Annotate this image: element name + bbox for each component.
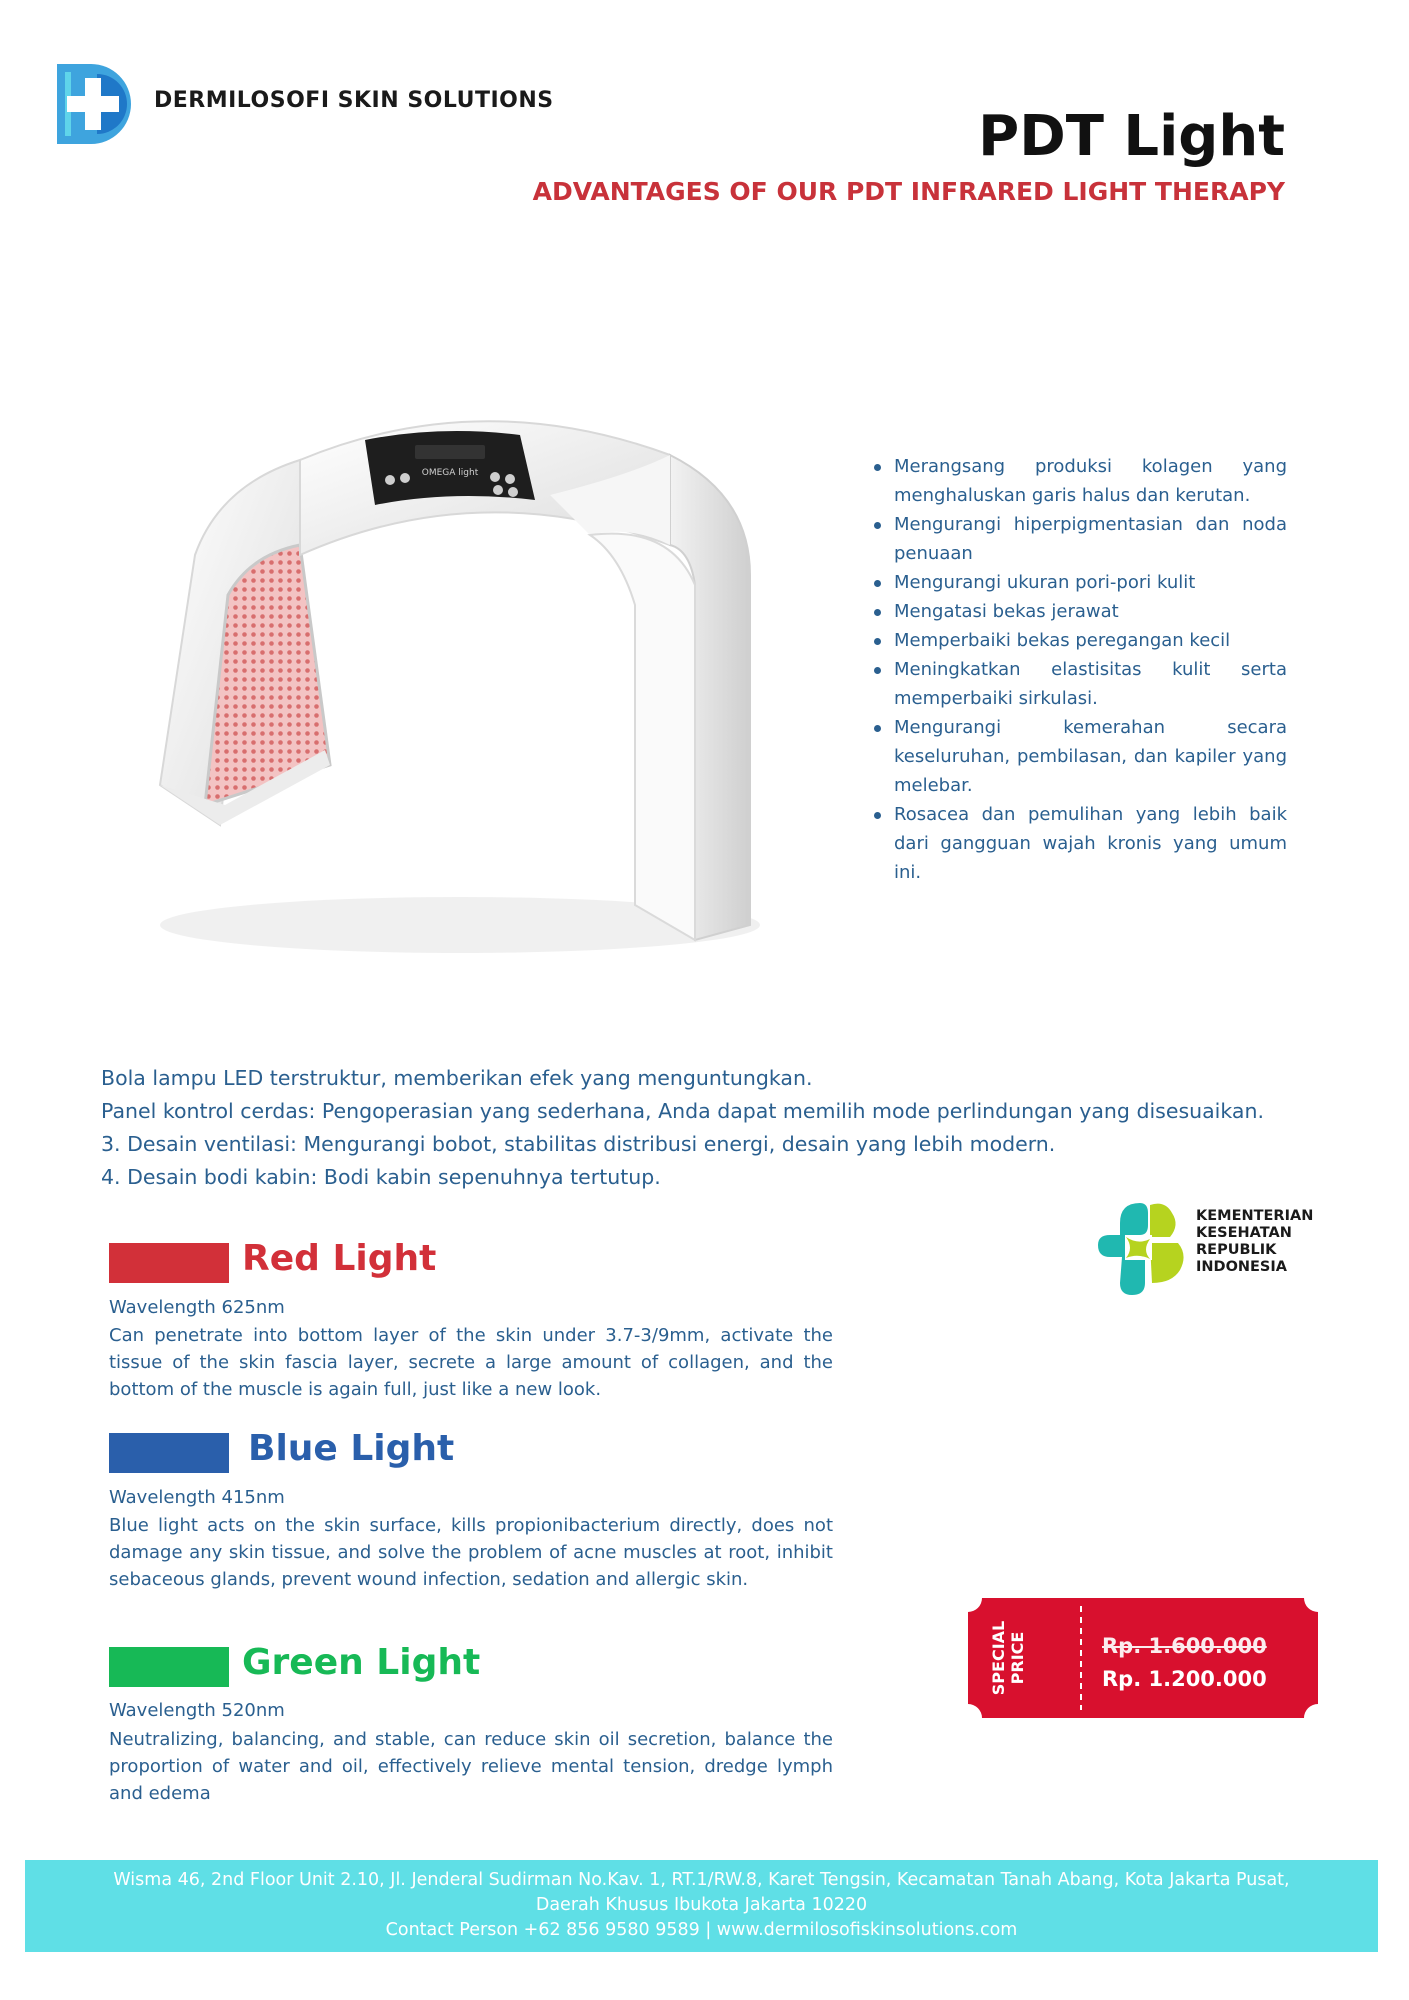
red-light-description: Can penetrate into bottom layer of the skin under 3.7-3/9mm, activate the tissue of the skin fascia layer, secrete a large amount of collagen, and the bottom of the muscle is again full, just like a new look.	[109, 1325, 833, 1400]
green-light-swatch	[109, 1647, 229, 1687]
benefit-item: Mengurangi kemerahan secara keseluruhan, pembilasan, dan kapiler yang melebar.	[870, 713, 1287, 800]
old-price: Rp. 1.600.000	[1102, 1634, 1267, 1658]
benefit-item: Merangsang produksi kolagen yang menghaluskan garis halus dan kerutan.	[870, 452, 1287, 510]
kemenkes-label	[1196, 1208, 1313, 1276]
benefit-item: Memperbaiki bekas peregangan kecil	[870, 626, 1287, 655]
blue-light-wavelength: Wavelength 415nm	[109, 1487, 285, 1508]
blue-light-swatch	[109, 1433, 229, 1473]
red-light-swatch	[109, 1243, 229, 1283]
green-light-description: Neutralizing, balancing, and stable, can reduce skin oil secretion, balance the proportion of water and oil, effectively relieve mental tension, dredge lymph and edema	[109, 1729, 833, 1804]
blue-light-title: Blue Light	[248, 1428, 455, 1469]
features-list	[101, 1062, 1301, 1194]
blue-light-description: Blue light acts on the skin surface, kills propionibacterium directly, does not damage any skin tissue, and solve the problem of acne muscles at root, inhibit sebaceous glands, prevent wound infection, sedation and allergic skin.	[109, 1515, 833, 1590]
special-label-line: PRICE	[1008, 1631, 1027, 1685]
feature-line: 4. Desain bodi kabin: Bodi kabin sepenuhnya tertutup.	[101, 1165, 661, 1189]
footer-address-line: Wisma 46, 2nd Floor Unit 2.10, Jl. Jenderal Sudirman No.Kav. 1, RT.1/RW.8, Karet Tengsin, Kecamatan Tanah Abang, Kota Jakarta Pusat,	[113, 1870, 1290, 1890]
feature-line: 3. Desain ventilasi: Mengurangi bobot, stabilitas distribusi energi, desain yang lebih modern.	[101, 1132, 1056, 1156]
kemenkes-line: KESEHATAN	[1196, 1225, 1292, 1241]
red-light-title: Red Light	[242, 1238, 437, 1279]
benefit-item: Mengurangi ukuran pori-pori kulit	[870, 568, 1287, 597]
benefit-item: Meningkatkan elastisitas kulit serta memperbaiki sirkulasi.	[870, 655, 1287, 713]
page-title: PDT Light	[978, 104, 1285, 169]
dermilosofi-logo	[57, 64, 135, 144]
new-price: Rp. 1.200.000	[1102, 1667, 1267, 1691]
special-price-label	[989, 1621, 1027, 1695]
panel-brand-text: OMEGA light	[421, 468, 479, 478]
benefit-item: Mengurangi hiperpigmentasian dan noda penuaan	[870, 510, 1287, 568]
feature-line: Panel kontrol cerdas: Pengoperasian yang sederhana, Anda dapat memilih mode perlindungan yang disesuaikan.	[101, 1099, 1264, 1123]
benefits-list	[870, 452, 1287, 887]
footer-contact: Contact Person +62 856 9580 9589 | www.dermilosofiskinsolutions.com	[385, 1920, 1018, 1940]
kemenkes-line: REPUBLIK	[1196, 1242, 1277, 1258]
red-light-wavelength: Wavelength 625nm	[109, 1297, 285, 1318]
special-label-line: SPECIAL	[989, 1620, 1008, 1696]
brand-name: DERMILOSOFI SKIN SOLUTIONS	[154, 88, 554, 113]
green-light-wavelength: Wavelength 520nm	[109, 1700, 285, 1721]
kemenkes-line: KEMENTERIAN	[1196, 1208, 1314, 1224]
footer-text	[25, 1868, 1378, 1943]
benefit-item: Rosacea dan pemulihan yang lebih baik dari gangguan wajah kronis yang umum ini.	[870, 800, 1287, 887]
feature-line: Bola lampu LED terstruktur, memberikan efek yang menguntungkan.	[101, 1066, 813, 1090]
page-subtitle: ADVANTAGES OF OUR PDT INFRARED LIGHT THERAPY	[532, 177, 1285, 206]
benefit-item: Mengatasi bekas jerawat	[870, 597, 1287, 626]
green-light-title: Green Light	[242, 1642, 481, 1683]
footer-address-line: Daerah Khusus Ibukota Jakarta 10220	[535, 1895, 868, 1915]
kemenkes-line: INDONESIA	[1196, 1259, 1287, 1275]
pdt-device-image	[150, 405, 800, 975]
